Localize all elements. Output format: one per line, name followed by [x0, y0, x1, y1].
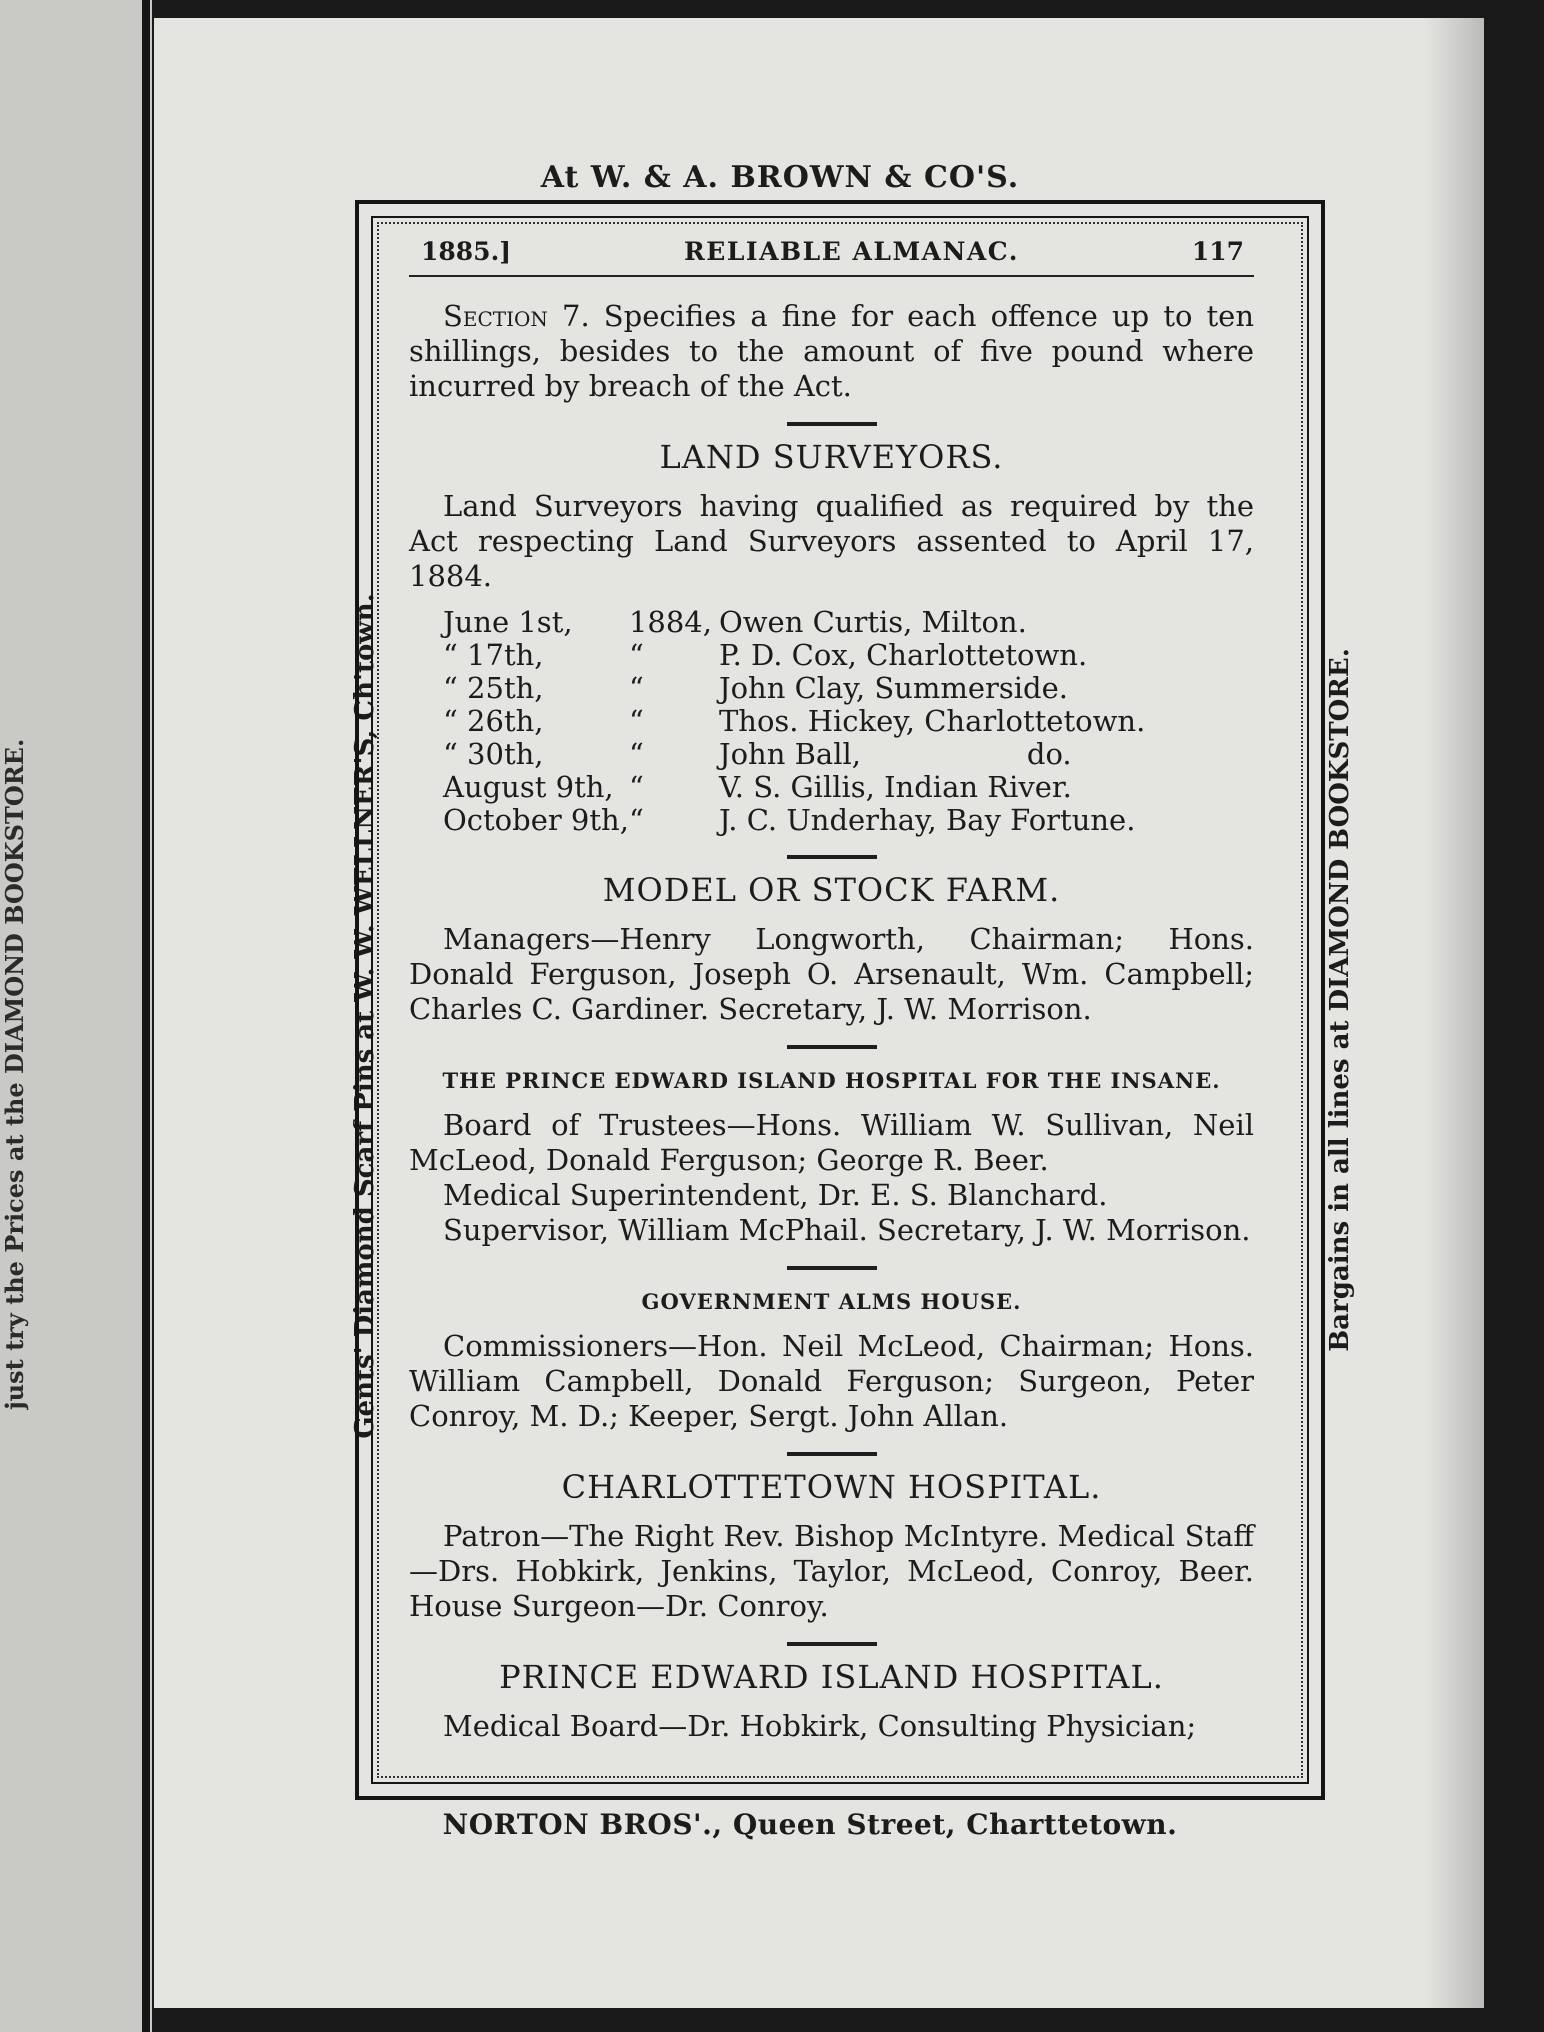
alms-house-text: Commissioners—Hon. Neil McLeod, Chairman; Hons. William Campbell, Donald Ferguson; Surgeon, Peter Conroy, M. D.; Keeper, Sergt. John Allan.: [409, 1329, 1254, 1433]
entry-year: “: [628, 638, 644, 672]
section-7-paragraph: [409, 299, 1254, 404]
section-divider: [787, 1642, 877, 1646]
entry-date: “ 17th,: [443, 638, 544, 672]
entry-year: “: [628, 704, 644, 738]
list-item: [443, 705, 1145, 738]
entry-name: V. S. Gillis, Indian River.: [718, 770, 1072, 804]
header-title: RELIABLE ALMANAC.: [684, 237, 1019, 266]
entry-date: “ 26th,: [443, 704, 544, 738]
entry-name: Owen Curtis, Milton.: [718, 605, 1027, 639]
list-item: [443, 738, 1145, 771]
list-item: [443, 606, 1145, 639]
decorative-frame: [355, 200, 1325, 1800]
entry-year: “: [628, 671, 644, 705]
right-margin-advertisement: Bargains in all lines at DIAMOND BOOKSTORE.: [1325, 648, 1355, 1352]
model-farm-text: Managers—Henry Longworth, Chairman; Hons. Donald Ferguson, Joseph O. Arsenault, Wm. Campbell; Charles C. Gardiner. Secretary, J. W. Morrison.: [409, 922, 1254, 1026]
entry-date: June 1st,: [443, 605, 573, 639]
entry-name: Thos. Hickey, Charlottetown.: [718, 704, 1146, 738]
left-page-edge: [0, 0, 152, 2032]
header-year: 1885.]: [421, 237, 512, 266]
page-content: [409, 234, 1254, 1744]
list-item: [443, 639, 1145, 672]
surveyor-list: [443, 606, 1145, 837]
land-surveyors-intro: Land Surveyors having qualified as required by the Act respecting Land Surveyors assented to April 17, 1884.: [409, 489, 1254, 593]
running-header: [409, 234, 1254, 277]
section-divider: [787, 1045, 877, 1049]
entry-year: “: [628, 770, 644, 804]
list-item: [443, 672, 1145, 705]
left-margin-advertisement: Gents' Diamond Scarf Pins at W. W. WELLNER'S, Ch'town.: [350, 593, 380, 1439]
entry-year: “: [628, 803, 644, 837]
section-text: Specifies a fine for each offence up to ten shillings, besides to the amount of five pound where incurred by breach of the Act.: [409, 299, 1255, 403]
entry-date: “ 25th,: [443, 671, 544, 705]
pei-hospital-text: Medical Board—Dr. Hobkirk, Consulting Physician;: [443, 1709, 1197, 1743]
left-page-side-text: just try the Prices at the DIAMOND BOOKSTORE.: [0, 738, 29, 1410]
insane-hospital-heading: THE PRINCE EDWARD ISLAND HOSPITAL FOR THE INSANE.: [442, 1068, 1221, 1093]
section-divider: [787, 855, 877, 859]
entry-year: 1884,: [628, 605, 712, 639]
charlottetown-hospital-text: Patron—The Right Rev. Bishop McIntyre. Medical Staff—Drs. Hobkirk, Jenkins, Taylor, McLeod, Conroy, Beer. House Surgeon—Dr. Conroy.: [409, 1519, 1254, 1623]
entry-year: “: [628, 737, 644, 771]
section-label: Section 7.: [443, 299, 590, 333]
section-divider: [787, 1452, 877, 1456]
page-number: 117: [1191, 237, 1244, 266]
insane-hospital-medical: Medical Superintendent, Dr. E. S. Blanchard.: [443, 1178, 1108, 1212]
section-divider: [787, 422, 877, 426]
page-gutter: [142, 0, 150, 2032]
entry-name: John Ball, do.: [718, 737, 1072, 771]
entry-date: “ 30th,: [443, 737, 544, 771]
charlottetown-hospital-heading: CHARLOTTETOWN HOSPITAL.: [561, 1468, 1102, 1506]
entry-date: October 9th,: [443, 803, 629, 837]
top-advertisement: At W. & A. BROWN & CO'S.: [540, 160, 1020, 195]
list-item: [443, 804, 1145, 837]
model-farm-heading: MODEL OR STOCK FARM.: [602, 871, 1061, 909]
entry-date: August 9th,: [443, 770, 614, 804]
pei-hospital-heading: PRINCE EDWARD ISLAND HOSPITAL.: [499, 1658, 1164, 1696]
land-surveyors-heading: LAND SURVEYORS.: [659, 438, 1004, 476]
entry-name: John Clay, Summerside.: [718, 671, 1068, 705]
page-shadow: [1424, 18, 1484, 2008]
insane-hospital-board: Board of Trustees—Hons. William W. Sullivan, Neil McLeod, Donald Ferguson; George R. Beer.: [409, 1108, 1254, 1177]
entry-name: P. D. Cox, Charlottetown.: [718, 638, 1088, 672]
alms-house-heading: GOVERNMENT ALMS HOUSE.: [641, 1289, 1022, 1314]
bottom-advertisement: NORTON BROS'., Queen Street, Charttetown.: [442, 1808, 1178, 1841]
entry-name: J. C. Underhay, Bay Fortune.: [718, 803, 1136, 837]
section-divider: [787, 1266, 877, 1270]
insane-hospital-supervisor: Supervisor, William McPhail. Secretary, J. W. Morrison.: [443, 1213, 1251, 1247]
list-item: [443, 771, 1145, 804]
